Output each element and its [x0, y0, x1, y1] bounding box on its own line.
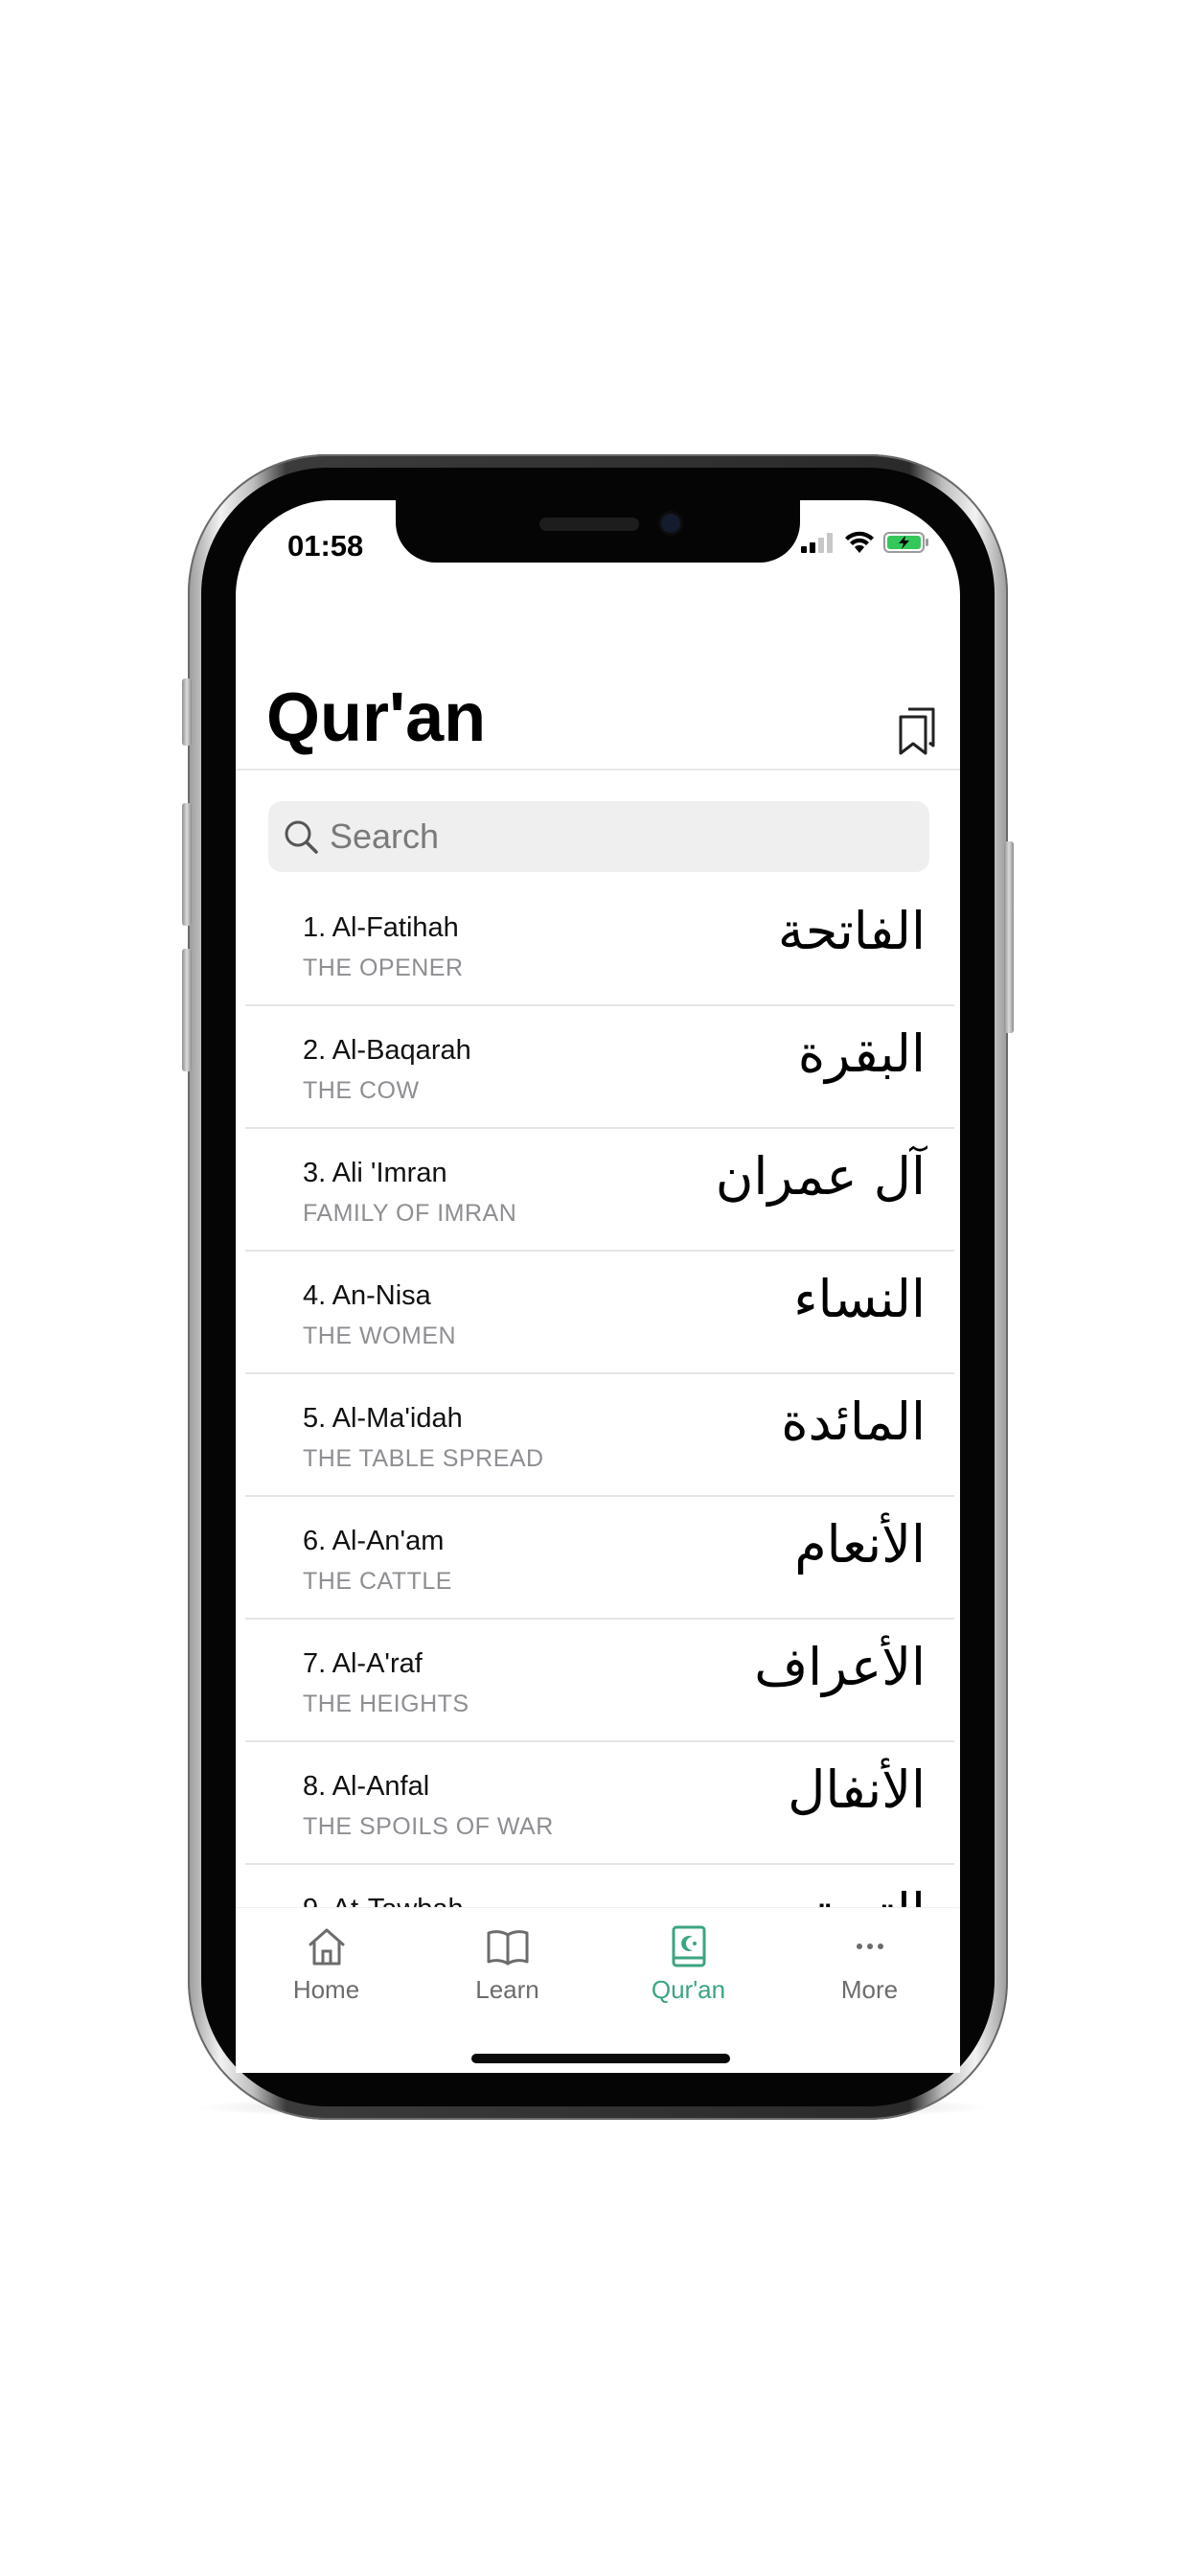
- surah-row[interactable]: [245, 884, 954, 1006]
- power-button: [1004, 841, 1014, 1033]
- tab-label: Qur'an: [651, 1975, 726, 2004]
- surah-arabic-calligraphy: المائدة: [781, 1392, 926, 1452]
- surah-name: 6. Al-An'am: [303, 1526, 445, 1556]
- tab-label: Learn: [475, 1975, 539, 2004]
- surah-name: 7. Al-A'raf: [303, 1648, 423, 1679]
- wifi-icon: [844, 531, 875, 554]
- quran-book-icon: [667, 1925, 711, 1967]
- surah-name: 4. An-Nisa: [303, 1280, 431, 1311]
- surah-row[interactable]: [245, 1497, 954, 1620]
- surah-name: 5. Al-Ma'idah: [303, 1403, 463, 1434]
- notch: [396, 500, 800, 563]
- home-icon: [305, 1925, 349, 1967]
- tab-learn[interactable]: [417, 1925, 598, 2005]
- surah-name: 3. Ali 'Imran: [303, 1158, 447, 1188]
- surah-arabic-calligraphy: الأعراف: [754, 1637, 926, 1697]
- page-title: Qur'an: [266, 679, 487, 756]
- volume-down-button: [182, 949, 192, 1071]
- surah-list: [245, 884, 954, 1840]
- surah-meaning: THE WOMEN: [303, 1322, 457, 1349]
- surah-row[interactable]: [245, 1374, 954, 1497]
- tab-more[interactable]: [779, 1925, 960, 2005]
- app-screen: [236, 500, 960, 2072]
- search-input[interactable]: [328, 816, 906, 858]
- surah-arabic-calligraphy: البقرة: [797, 1024, 926, 1084]
- surah-name: 8. Al-Anfal: [303, 1771, 430, 1802]
- surah-meaning: THE OPENER: [303, 954, 464, 981]
- bookmarks-icon[interactable]: [895, 703, 939, 757]
- more-dots-icon: [848, 1925, 892, 1967]
- surah-row[interactable]: [245, 1252, 954, 1374]
- surah-arabic-calligraphy: الأنفال: [788, 1760, 926, 1820]
- battery-charging-icon: [883, 531, 929, 554]
- tab-home[interactable]: [236, 1925, 417, 2005]
- status-icons: [801, 531, 929, 554]
- surah-row[interactable]: [245, 1620, 954, 1742]
- search-bar[interactable]: [268, 801, 929, 872]
- surah-meaning: THE HEIGHTS: [303, 1690, 469, 1717]
- surah-name: 1. Al-Fatihah: [303, 912, 459, 943]
- surah-row[interactable]: [245, 1006, 954, 1129]
- mute-switch: [182, 678, 192, 746]
- surah-arabic-calligraphy: الأنعام: [794, 1514, 926, 1575]
- home-indicator[interactable]: [471, 2054, 730, 2063]
- tab-quran[interactable]: [598, 1925, 779, 2005]
- surah-meaning: THE CATTLE: [303, 1568, 452, 1595]
- open-book-icon: [486, 1925, 530, 1967]
- surah-row[interactable]: [245, 1742, 954, 1865]
- tab-label: More: [840, 1975, 899, 2004]
- surah-arabic-calligraphy: آل عمران: [715, 1146, 926, 1207]
- surah-meaning: FAMILY OF IMRAN: [303, 1200, 517, 1227]
- tab-bar: [236, 1907, 960, 2073]
- surah-row[interactable]: [245, 1129, 954, 1252]
- cellular-signal-icon: [801, 532, 835, 553]
- surah-arabic-calligraphy: الفاتحة: [777, 901, 926, 961]
- surah-arabic-calligraphy: النساء: [793, 1269, 926, 1329]
- volume-up-button: [182, 803, 192, 926]
- header-divider: [236, 769, 960, 770]
- surah-name: 2. Al-Baqarah: [303, 1035, 471, 1066]
- tab-label: Home: [292, 1975, 360, 2004]
- surah-meaning: THE COW: [303, 1077, 420, 1104]
- surah-meaning: THE SPOILS OF WAR: [303, 1813, 554, 1840]
- surah-meaning: THE TABLE SPREAD: [303, 1445, 544, 1472]
- search-icon: [282, 817, 320, 856]
- status-time: 01:58: [287, 529, 364, 563]
